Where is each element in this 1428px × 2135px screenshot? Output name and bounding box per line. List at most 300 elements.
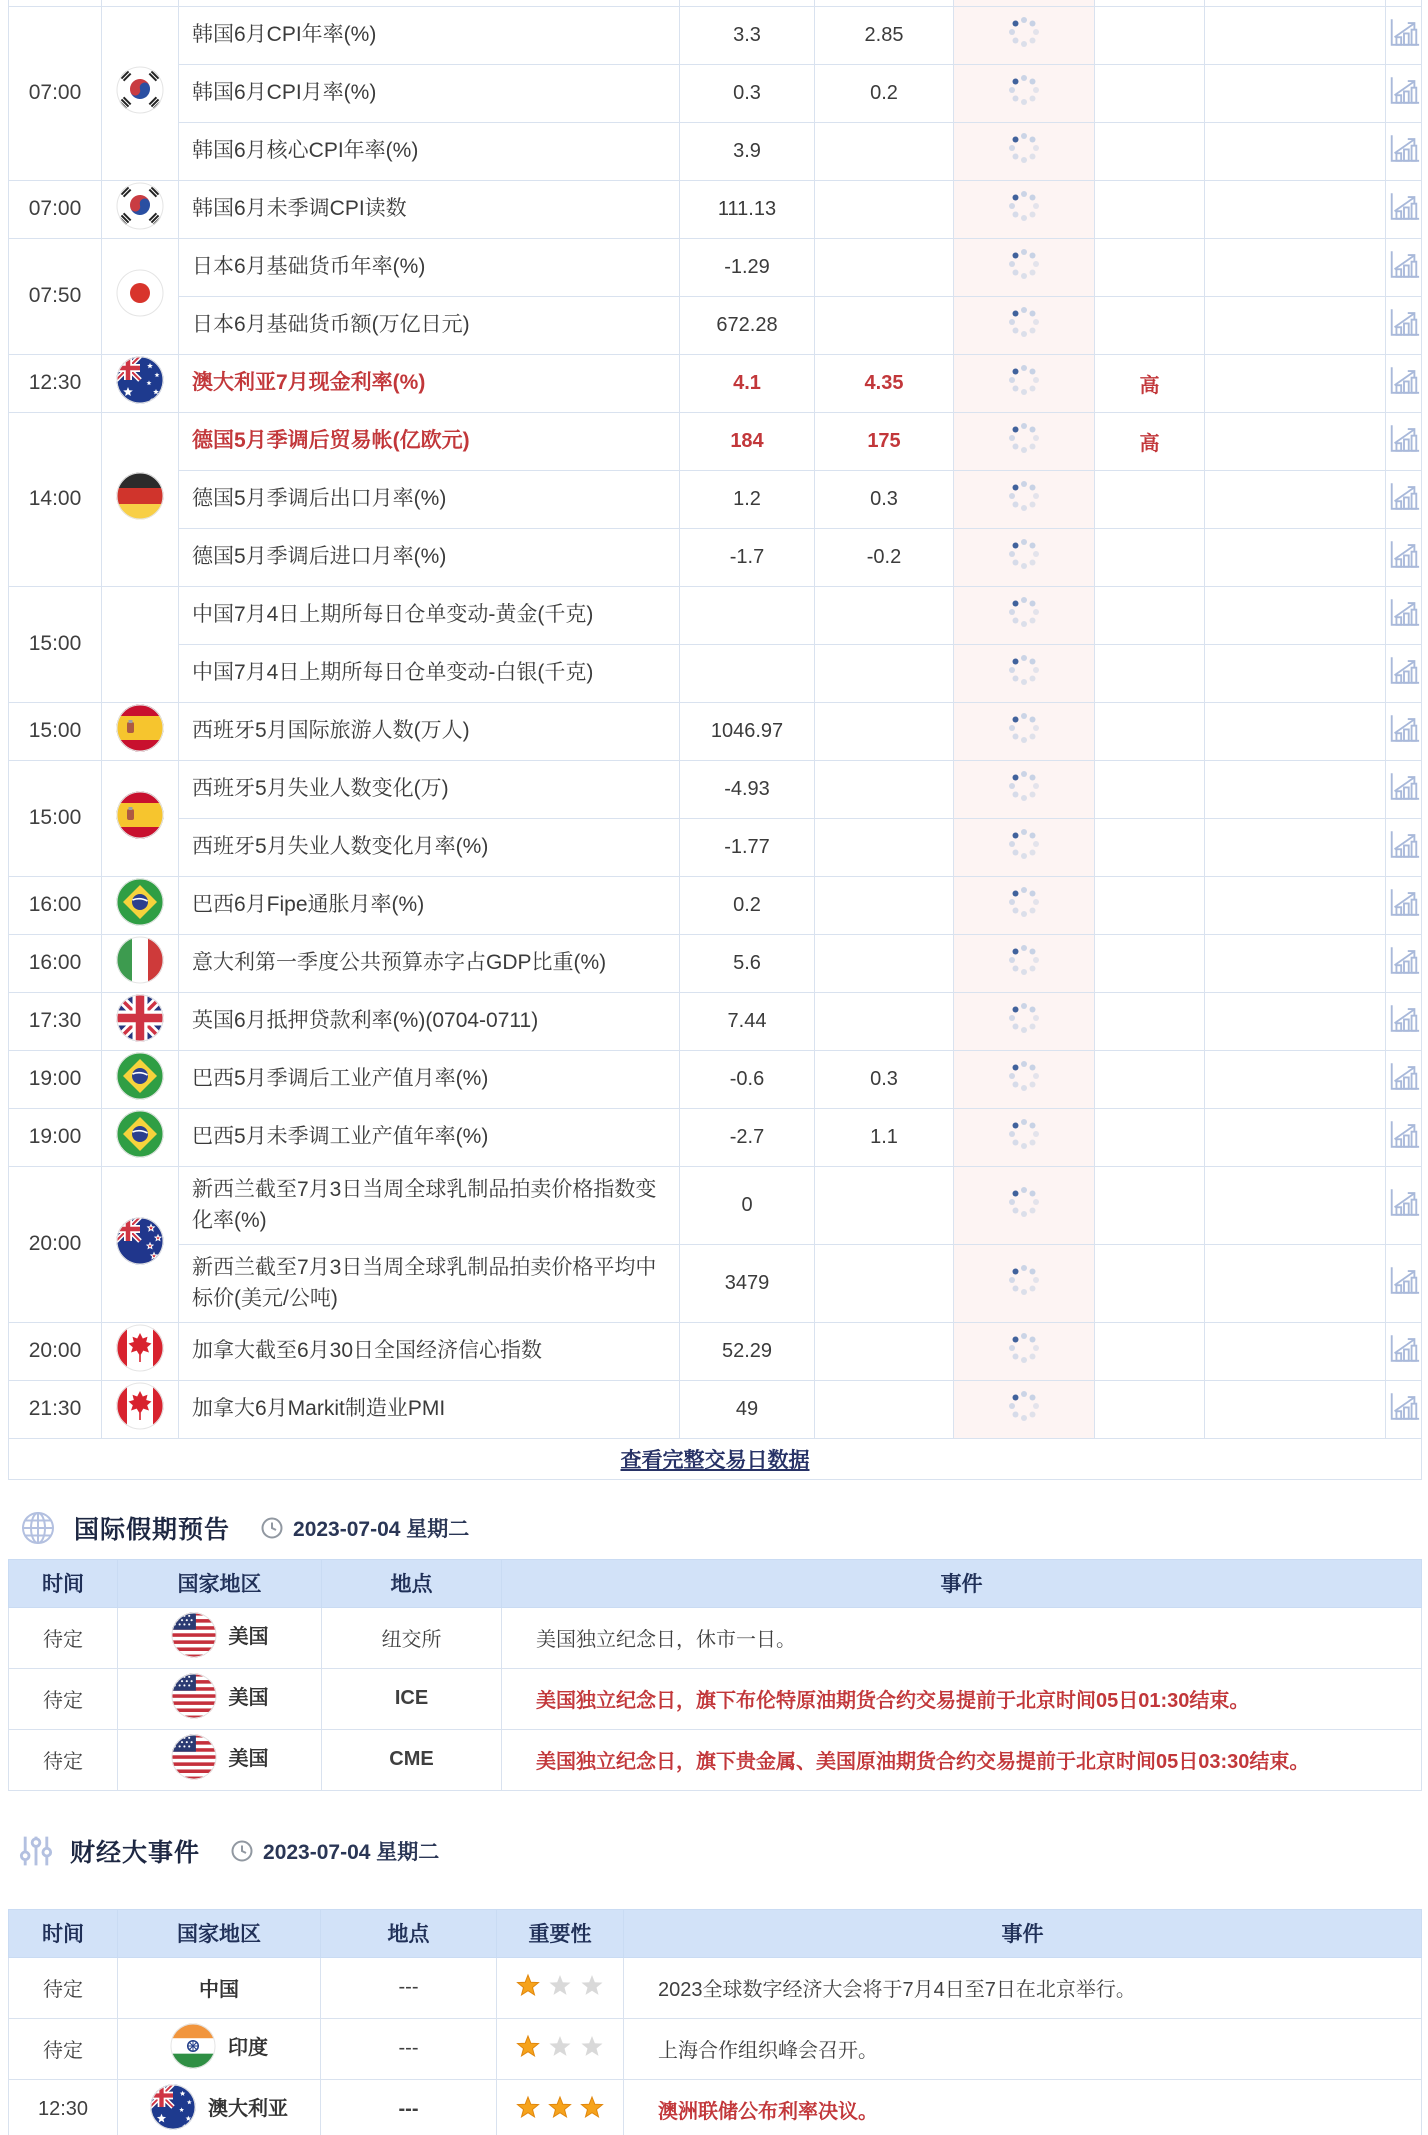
au-flag-icon	[150, 2084, 196, 2130]
country-label: 美国	[228, 1748, 269, 1770]
chart-icon[interactable]	[1387, 655, 1421, 686]
event-name-cell: 巴西5月未季调工业产值年率(%)	[179, 1108, 680, 1166]
importance-cell	[1095, 470, 1205, 528]
value1-cell: -1.77	[680, 818, 815, 876]
value2-cell	[815, 1244, 954, 1322]
kr-flag-icon	[116, 182, 164, 230]
value1-cell: 1046.97	[680, 702, 815, 760]
value2-cell	[815, 934, 954, 992]
in-flag-icon	[170, 2023, 216, 2069]
br-flag-icon	[116, 1110, 164, 1158]
loading-spinner-icon	[1007, 1263, 1041, 1297]
value2-cell	[815, 818, 954, 876]
time-cell: 待定	[9, 1607, 118, 1668]
event-name-cell: 加拿大6月Markit制造业PMI	[179, 1380, 680, 1438]
impact-cell	[1205, 64, 1386, 122]
calendar-row	[9, 586, 1422, 644]
chart-cell	[1386, 354, 1422, 412]
country-cell	[118, 1957, 321, 2018]
importance-cell	[1095, 296, 1205, 354]
es-flag-icon	[116, 704, 164, 752]
value1-cell: 1.2	[680, 470, 815, 528]
value2-cell: 175	[815, 412, 954, 470]
country-cell	[118, 2079, 321, 2135]
loading-spinner-icon	[1007, 943, 1041, 977]
chart-cell	[1386, 934, 1422, 992]
flag-cell	[102, 238, 179, 354]
impact-cell	[1205, 1050, 1386, 1108]
flag-cell	[102, 1166, 179, 1322]
event-name-cell: 西班牙5月失业人数变化月率(%)	[179, 818, 680, 876]
chart-icon[interactable]	[1387, 539, 1421, 570]
status-cell	[954, 1322, 1095, 1380]
importance-cell	[1095, 702, 1205, 760]
event-name-cell: 巴西5月季调后工业产值月率(%)	[179, 1050, 680, 1108]
status-cell	[954, 702, 1095, 760]
us-flag-icon	[171, 1612, 217, 1658]
chart-cell	[1386, 1166, 1422, 1244]
time-cell: 07:00	[9, 6, 102, 180]
time-cell: 16:00	[9, 876, 102, 934]
big-event-row	[9, 2018, 1422, 2079]
loading-spinner-icon	[1007, 421, 1041, 455]
importance-cell	[1095, 1108, 1205, 1166]
events-section-header	[18, 1827, 1428, 1875]
impact-cell	[1205, 586, 1386, 644]
value2-cell	[815, 992, 954, 1050]
event-name-cell: 中国7月4日上期所每日仓单变动-黄金(千克)	[179, 586, 680, 644]
time-cell: 19:00	[9, 1108, 102, 1166]
loading-spinner-icon	[1007, 131, 1041, 165]
sliders-icon	[18, 1832, 54, 1870]
venue-cell: ---	[321, 2018, 497, 2079]
impact-cell	[1205, 934, 1386, 992]
holiday-row	[9, 1607, 1422, 1668]
value1-cell: 111.13	[680, 180, 815, 238]
importance-cell	[1095, 1166, 1205, 1244]
calendar-row	[9, 1108, 1422, 1166]
loading-spinner-icon	[1007, 885, 1041, 919]
chart-cell	[1386, 528, 1422, 586]
importance-cell	[1095, 180, 1205, 238]
chart-cell	[1386, 64, 1422, 122]
chart-icon[interactable]	[1387, 481, 1421, 512]
event-name-cell: 西班牙5月国际旅游人数(万人)	[179, 702, 680, 760]
impact-cell	[1205, 296, 1386, 354]
holiday-table	[8, 1559, 1422, 1791]
impact-cell	[1205, 702, 1386, 760]
column-header: 事件	[624, 1909, 1422, 1957]
kr-flag-icon	[116, 66, 164, 114]
chart-icon[interactable]	[1387, 307, 1421, 338]
holiday-row	[9, 1668, 1422, 1729]
calendar-row	[9, 876, 1422, 934]
chart-cell	[1386, 1244, 1422, 1322]
time-cell: 待定	[9, 2018, 118, 2079]
status-cell	[954, 876, 1095, 934]
event-cell: 美国独立纪念日，旗下布伦特原油期货合约交易提前于北京时间05日01:30结束。	[502, 1668, 1422, 1729]
loading-spinner-icon	[1007, 1389, 1041, 1423]
loading-spinner-icon	[1007, 711, 1041, 745]
chart-cell	[1386, 412, 1422, 470]
chart-icon[interactable]	[1387, 1265, 1421, 1296]
value2-cell: 0.2	[815, 64, 954, 122]
value1-cell: -4.93	[680, 760, 815, 818]
venue-cell: ---	[321, 2079, 497, 2135]
value1-cell: 3.9	[680, 122, 815, 180]
calendar-row	[9, 1244, 1422, 1322]
time-cell: 14:00	[9, 412, 102, 586]
status-cell	[954, 644, 1095, 702]
loading-spinner-icon	[1007, 247, 1041, 281]
importance-cell	[1095, 586, 1205, 644]
impact-cell	[1205, 644, 1386, 702]
time-cell: 07:50	[9, 238, 102, 354]
event-name-cell: 澳大利亚7月现金利率(%)	[179, 354, 680, 412]
status-cell	[954, 1380, 1095, 1438]
chart-icon[interactable]	[1387, 1061, 1421, 1092]
importance-cell	[1095, 238, 1205, 296]
gb-flag-icon	[116, 994, 164, 1042]
chart-icon[interactable]	[1387, 1391, 1421, 1422]
status-cell	[954, 760, 1095, 818]
venue-cell: ---	[321, 1957, 497, 2018]
impact-cell	[1205, 180, 1386, 238]
jp-flag-icon	[116, 269, 164, 317]
es-flag-icon	[116, 791, 164, 839]
de-flag-icon	[116, 472, 164, 520]
holiday-section-title: 国际假期预告	[74, 1515, 231, 1544]
br-flag-icon	[116, 878, 164, 926]
impact-cell	[1205, 412, 1386, 470]
chart-icon[interactable]	[1387, 1187, 1421, 1218]
event-name-cell: 新西兰截至7月3日当周全球乳制品拍卖价格指数变化率(%)	[179, 1166, 680, 1244]
value2-cell	[815, 644, 954, 702]
flag-cell	[102, 1108, 179, 1166]
country-cell	[118, 1668, 322, 1729]
loading-spinner-icon	[1007, 769, 1041, 803]
column-header: 国家地区	[118, 1909, 321, 1957]
holiday-section-header	[18, 1504, 1428, 1552]
value2-cell	[815, 1166, 954, 1244]
status-cell	[954, 412, 1095, 470]
chart-icon[interactable]	[1387, 713, 1421, 744]
status-cell	[954, 180, 1095, 238]
clock-icon	[260, 1516, 284, 1540]
calendar-row	[9, 818, 1422, 876]
value2-cell	[815, 296, 954, 354]
chart-cell	[1386, 702, 1422, 760]
calendar-row	[9, 296, 1422, 354]
event-name-cell: 德国5月季调后贸易帐(亿欧元)	[179, 412, 680, 470]
calendar-row	[9, 238, 1422, 296]
calendar-row	[9, 470, 1422, 528]
importance-cell	[1095, 1380, 1205, 1438]
calendar-row	[9, 992, 1422, 1050]
importance-cell	[497, 1957, 624, 2018]
impact-cell	[1205, 818, 1386, 876]
event-name-cell: 意大利第一季度公共预算赤字占GDP比重(%)	[179, 934, 680, 992]
event-name-cell: 德国5月季调后出口月率(%)	[179, 470, 680, 528]
chart-cell	[1386, 876, 1422, 934]
importance-cell	[1095, 122, 1205, 180]
event-cell: 2023全球数字经济大会将于7月4日至7日在北京举行。	[624, 1957, 1422, 2018]
chart-icon[interactable]	[1387, 771, 1421, 802]
loading-spinner-icon	[1007, 537, 1041, 571]
event-name-cell: 中国7月4日上期所每日仓单变动-白银(千克)	[179, 644, 680, 702]
loading-spinner-icon	[1007, 1001, 1041, 1035]
chart-icon[interactable]	[1387, 17, 1421, 48]
country-cell	[118, 2018, 321, 2079]
value1-cell	[680, 644, 815, 702]
chart-cell	[1386, 1108, 1422, 1166]
value2-cell	[815, 876, 954, 934]
time-cell: 待定	[9, 1957, 118, 2018]
value1-cell: 184	[680, 412, 815, 470]
value2-cell	[815, 1322, 954, 1380]
calendar-row	[9, 180, 1422, 238]
event-cell: 澳洲联储公布利率决议。	[624, 2079, 1422, 2135]
importance-cell: 高	[1095, 412, 1205, 470]
loading-spinner-icon	[1007, 1185, 1041, 1219]
time-cell: 15:00	[9, 586, 102, 702]
impact-cell	[1205, 1322, 1386, 1380]
importance-cell	[1095, 528, 1205, 586]
event-cell: 美国独立纪念日，休市一日。	[502, 1607, 1422, 1668]
calendar-row	[9, 644, 1422, 702]
holiday-row	[9, 1729, 1422, 1790]
holiday-date-text: 2023-07-04 星期二	[293, 1517, 470, 1541]
chart-cell	[1386, 586, 1422, 644]
status-cell	[954, 1050, 1095, 1108]
importance-cell	[1095, 760, 1205, 818]
flag-cell	[102, 1322, 179, 1380]
value1-cell	[680, 586, 815, 644]
impact-cell	[1205, 6, 1386, 64]
chart-icon[interactable]	[1387, 365, 1421, 396]
country-label: 印度	[228, 2037, 268, 2059]
chart-cell	[1386, 1380, 1422, 1438]
column-header: 地点	[321, 1909, 497, 1957]
chart-cell	[1386, 644, 1422, 702]
chart-cell	[1386, 296, 1422, 354]
status-cell	[954, 470, 1095, 528]
value2-cell	[815, 122, 954, 180]
venue-cell: CME	[322, 1729, 502, 1790]
status-cell	[954, 586, 1095, 644]
chart-cell	[1386, 122, 1422, 180]
chart-icon[interactable]	[1387, 887, 1421, 918]
calendar-row	[9, 1322, 1422, 1380]
flag-cell	[102, 992, 179, 1050]
calendar-row	[9, 354, 1422, 412]
chart-icon[interactable]	[1387, 1003, 1421, 1034]
value2-cell: 4.35	[815, 354, 954, 412]
calendar-row	[9, 1050, 1422, 1108]
loading-spinner-icon	[1007, 15, 1041, 49]
importance-cell	[1095, 1050, 1205, 1108]
column-header: 事件	[502, 1559, 1422, 1607]
value1-cell: -2.7	[680, 1108, 815, 1166]
nz-flag-icon	[116, 1217, 164, 1265]
value1-cell: -1.7	[680, 528, 815, 586]
calendar-row	[9, 760, 1422, 818]
status-cell	[954, 1244, 1095, 1322]
event-cell: 美国独立纪念日，旗下贵金属、美国原油期货合约交易提前于北京时间05日03:30结束。	[502, 1729, 1422, 1790]
value1-cell: 0.2	[680, 876, 815, 934]
flag-cell	[102, 876, 179, 934]
events-date-text: 2023-07-04 星期二	[263, 1840, 440, 1864]
time-cell: 16:00	[9, 934, 102, 992]
calendar-row	[9, 1380, 1422, 1438]
value1-cell: 3.3	[680, 6, 815, 64]
chart-cell	[1386, 6, 1422, 64]
chart-icon[interactable]	[1387, 829, 1421, 860]
loading-spinner-icon	[1007, 189, 1041, 223]
flag-cell	[102, 702, 179, 760]
time-cell: 20:00	[9, 1166, 102, 1322]
country-label: 美国	[228, 1687, 269, 1709]
value2-cell	[815, 180, 954, 238]
time-cell: 12:30	[9, 354, 102, 412]
chart-icon[interactable]	[1387, 423, 1421, 454]
big-event-row	[9, 2079, 1422, 2135]
us-flag-icon	[171, 1734, 217, 1780]
flag-cell	[102, 6, 179, 180]
impact-cell	[1205, 1380, 1386, 1438]
column-header: 国家地区	[118, 1559, 322, 1607]
value1-cell: 0	[680, 1166, 815, 1244]
flag-cell	[102, 180, 179, 238]
calendar-row	[9, 64, 1422, 122]
column-header: 地点	[322, 1559, 502, 1607]
value1-cell: 3479	[680, 1244, 815, 1322]
impact-cell	[1205, 238, 1386, 296]
status-cell	[954, 1108, 1095, 1166]
impact-cell	[1205, 122, 1386, 180]
impact-cell	[1205, 760, 1386, 818]
calendar-row	[9, 528, 1422, 586]
flag-cell	[102, 412, 179, 586]
value2-cell	[815, 702, 954, 760]
chart-icon[interactable]	[1387, 597, 1421, 628]
value1-cell: 672.28	[680, 296, 815, 354]
impact-cell	[1205, 470, 1386, 528]
importance-cell	[497, 2079, 624, 2135]
importance-cell	[497, 2018, 624, 2079]
flag-cell	[102, 1380, 179, 1438]
chart-icon[interactable]	[1387, 75, 1421, 106]
big-event-row	[9, 1957, 1422, 2018]
event-cell: 上海合作组织峰会召开。	[624, 2018, 1422, 2079]
chart-cell	[1386, 992, 1422, 1050]
value2-cell	[815, 586, 954, 644]
column-header: 时间	[9, 1909, 118, 1957]
chart-cell	[1386, 818, 1422, 876]
importance-cell	[1095, 644, 1205, 702]
column-header: 时间	[9, 1559, 118, 1607]
it-flag-icon	[116, 936, 164, 984]
loading-spinner-icon	[1007, 305, 1041, 339]
time-cell: 待定	[9, 1668, 118, 1729]
importance-cell	[1095, 1322, 1205, 1380]
view-all-cell	[9, 1438, 1422, 1479]
chart-icon[interactable]	[1387, 1333, 1421, 1364]
chart-icon[interactable]	[1387, 133, 1421, 164]
status-cell	[954, 818, 1095, 876]
star-rating	[512, 2034, 608, 2058]
view-all-row	[9, 1438, 1422, 1479]
status-cell	[954, 934, 1095, 992]
time-cell: 20:00	[9, 1322, 102, 1380]
chart-icon[interactable]	[1387, 249, 1421, 280]
country-label: 澳大利亚	[208, 2098, 288, 2120]
importance-cell	[1095, 876, 1205, 934]
calendar-row	[9, 934, 1422, 992]
time-cell: 17:30	[9, 992, 102, 1050]
venue-cell: 纽交所	[322, 1607, 502, 1668]
event-name-cell: 巴西6月Fipe通胀月率(%)	[179, 876, 680, 934]
flag-cell	[102, 354, 179, 412]
clock-icon	[230, 1839, 254, 1863]
event-name-cell: 西班牙5月失业人数变化(万)	[179, 760, 680, 818]
loading-spinner-icon	[1007, 1117, 1041, 1151]
chart-cell	[1386, 1050, 1422, 1108]
br-flag-icon	[116, 1052, 164, 1100]
value1-cell: -1.29	[680, 238, 815, 296]
us-flag-icon	[171, 1673, 217, 1719]
globe-icon	[18, 1508, 58, 1548]
status-cell	[954, 1166, 1095, 1244]
event-name-cell: 韩国6月CPI月率(%)	[179, 64, 680, 122]
value1-cell: 4.1	[680, 354, 815, 412]
chart-icon[interactable]	[1387, 191, 1421, 222]
calendar-row	[9, 412, 1422, 470]
chart-icon[interactable]	[1387, 1119, 1421, 1150]
holiday-section-date	[260, 1513, 469, 1543]
big-events-table	[8, 1909, 1422, 2135]
value2-cell: 2.85	[815, 6, 954, 64]
chart-icon[interactable]	[1387, 945, 1421, 976]
view-full-trading-day-data-link[interactable]: 查看完整交易日数据	[620, 1448, 810, 1472]
economic-calendar-table	[8, 0, 1422, 1480]
chart-cell	[1386, 1322, 1422, 1380]
loading-spinner-icon	[1007, 595, 1041, 629]
flag-cell	[102, 934, 179, 992]
events-section-title: 财经大事件	[70, 1838, 201, 1867]
value2-cell: 0.3	[815, 1050, 954, 1108]
impact-cell	[1205, 354, 1386, 412]
au-flag-icon	[116, 356, 164, 404]
event-name-cell: 韩国6月未季调CPI读数	[179, 180, 680, 238]
ca-flag-icon	[116, 1382, 164, 1430]
status-cell	[954, 296, 1095, 354]
calendar-row	[9, 122, 1422, 180]
impact-cell	[1205, 876, 1386, 934]
status-cell	[954, 528, 1095, 586]
event-name-cell: 日本6月基础货币年率(%)	[179, 238, 680, 296]
chart-cell	[1386, 180, 1422, 238]
time-cell: 待定	[9, 1729, 118, 1790]
loading-spinner-icon	[1007, 1059, 1041, 1093]
loading-spinner-icon	[1007, 479, 1041, 513]
status-cell	[954, 992, 1095, 1050]
chart-cell	[1386, 760, 1422, 818]
importance-cell	[1095, 64, 1205, 122]
value1-cell: 0.3	[680, 64, 815, 122]
value1-cell: 49	[680, 1380, 815, 1438]
event-name-cell: 日本6月基础货币额(万亿日元)	[179, 296, 680, 354]
